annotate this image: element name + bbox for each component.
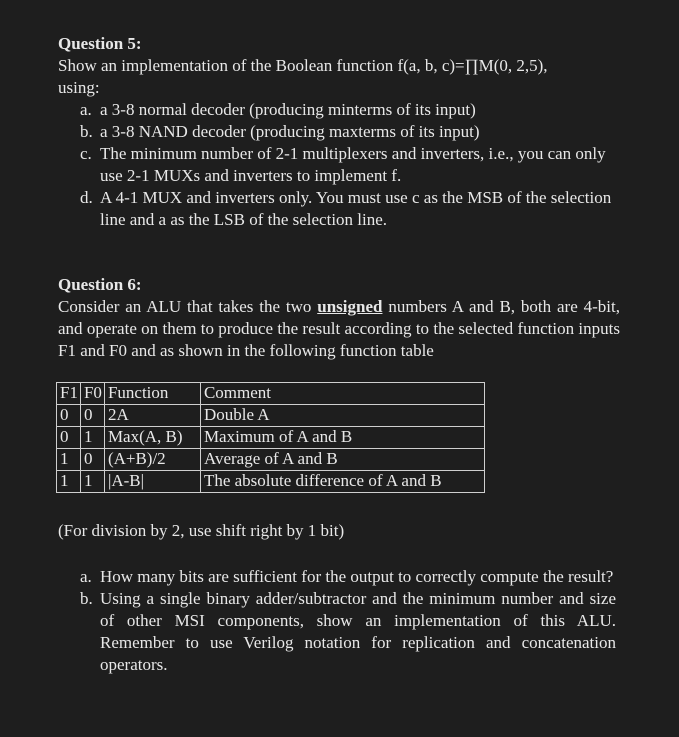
table-row bbox=[57, 471, 485, 493]
table-cell: The absolute difference of A and B bbox=[200, 471, 484, 493]
question-5-part-d bbox=[58, 187, 628, 231]
table-cell: 2A bbox=[104, 405, 200, 427]
division-note: (For division by 2, use shift right by 1 bit) bbox=[58, 521, 345, 540]
question-5-part-a bbox=[58, 99, 628, 121]
question-6-parts-block bbox=[58, 566, 616, 676]
question-5-intro-line1: Show an implementation of the Boolean function f(a, b, c)=∏M(0, 2,5), bbox=[58, 56, 548, 75]
table-header-row bbox=[57, 383, 485, 405]
table-cell: 0 bbox=[57, 405, 81, 427]
intro-text-post: numbers A and B, both are 4-bit, and operate on them to produce the result according to the selected function inputs F1 and F0 and as shown in the following function table bbox=[58, 297, 620, 360]
part-label: c. bbox=[80, 144, 92, 163]
part-label: d. bbox=[80, 188, 93, 207]
intro-emphasis: unsigned bbox=[317, 297, 383, 316]
part-label: a. bbox=[80, 100, 92, 119]
question-5 bbox=[58, 33, 628, 231]
table-cell: 1 bbox=[57, 471, 81, 493]
table-row bbox=[57, 405, 485, 427]
part-label: b. bbox=[80, 589, 93, 608]
header-cell: F0 bbox=[80, 383, 104, 405]
question-5-parts bbox=[58, 99, 628, 231]
question-5-part-c bbox=[58, 143, 628, 187]
part-label: a. bbox=[80, 567, 92, 586]
question-6-part-b bbox=[58, 588, 616, 676]
header-cell: F1 bbox=[57, 383, 81, 405]
table-cell: Max(A, B) bbox=[104, 427, 200, 449]
intro-text-pre: Consider an ALU that takes the two bbox=[58, 297, 318, 316]
table-cell: |A-B| bbox=[104, 471, 200, 493]
part-text: How many bits are sufficient for the output to correctly compute the result? bbox=[100, 567, 614, 586]
question-6-intro bbox=[58, 296, 620, 362]
table-cell: 1 bbox=[80, 471, 104, 493]
table-cell: 0 bbox=[80, 449, 104, 471]
question-5-title: Question 5: bbox=[58, 34, 142, 53]
question-6-parts bbox=[58, 566, 616, 676]
question-6 bbox=[58, 274, 620, 362]
part-label: b. bbox=[80, 122, 93, 141]
part-text: a 3-8 NAND decoder (producing maxterms of its input) bbox=[100, 122, 480, 141]
part-text: a 3-8 normal decoder (producing minterms of its input) bbox=[100, 100, 476, 119]
function-table bbox=[56, 382, 485, 493]
part-text: Using a single binary adder/subtractor and the minimum number and size of other MSI components, show an implementation of this ALU. Remember to use Verilog notation for replication and concatenation operators. bbox=[100, 589, 616, 674]
table-cell: 1 bbox=[80, 427, 104, 449]
table-cell: Maximum of A and B bbox=[200, 427, 484, 449]
table-cell: 0 bbox=[57, 427, 81, 449]
header-cell: Comment bbox=[200, 383, 484, 405]
question-6-title: Question 6: bbox=[58, 275, 142, 294]
table-cell: 0 bbox=[80, 405, 104, 427]
question-5-part-b bbox=[58, 121, 628, 143]
table-cell: 1 bbox=[57, 449, 81, 471]
question-5-intro-line2: using: bbox=[58, 78, 100, 97]
header-cell: Function bbox=[104, 383, 200, 405]
table-cell: Double A bbox=[200, 405, 484, 427]
question-6-part-a bbox=[58, 566, 616, 588]
part-text: The minimum number of 2-1 multiplexers and inverters, i.e., you can only use 2-1 MUXs and inverters to implement f. bbox=[100, 144, 606, 185]
part-text: A 4-1 MUX and inverters only. You must use c as the MSB of the selection line and a as the LSB of the selection line. bbox=[100, 188, 612, 229]
table-cell: (A+B)/2 bbox=[104, 449, 200, 471]
table-row bbox=[57, 449, 485, 471]
table-cell: Average of A and B bbox=[200, 449, 484, 471]
table-row bbox=[57, 427, 485, 449]
